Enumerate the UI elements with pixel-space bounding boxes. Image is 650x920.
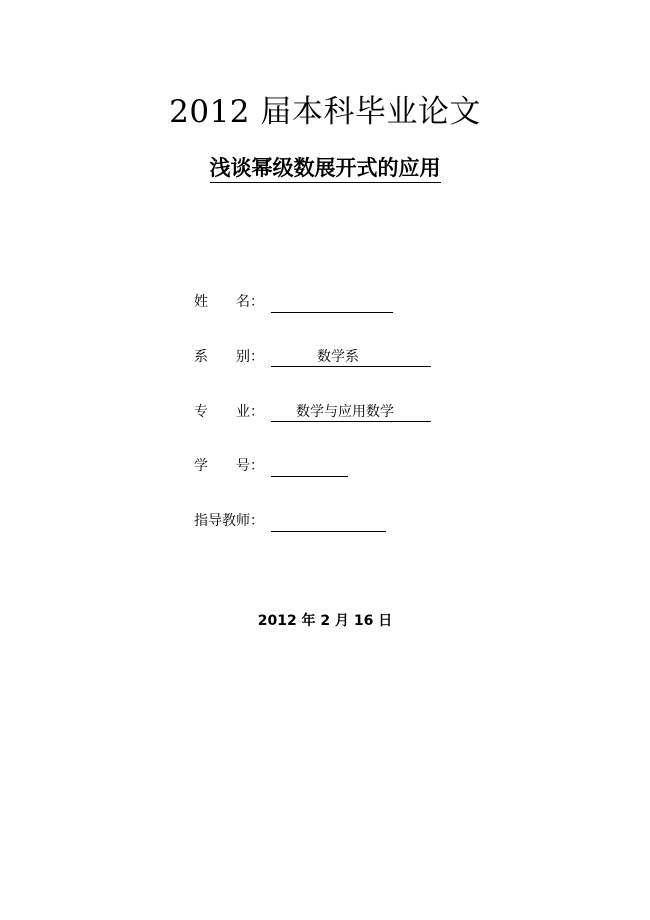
name-label: 姓 名： (194, 294, 264, 310)
thesis-subtitle: 浅谈幂级数展开式的应用 (210, 155, 441, 183)
student-id-label: 学 号： (194, 458, 264, 474)
student-id-value-line (271, 456, 348, 477)
department-value-line: 数学系 (271, 347, 431, 367)
name-value-line (271, 292, 393, 313)
major-label: 专 业： (194, 404, 264, 420)
advisor-label: 指导教师： (194, 513, 264, 529)
advisor-value-line (271, 511, 386, 532)
document-date: 2012 年 2 月 16 日 (257, 613, 393, 629)
department-label: 系 别： (194, 349, 264, 365)
subtitle-container (0, 155, 650, 183)
major-value-line: 数学与应用数学 (271, 402, 431, 422)
page-title: 2012 届本科毕业论文 (169, 94, 481, 130)
